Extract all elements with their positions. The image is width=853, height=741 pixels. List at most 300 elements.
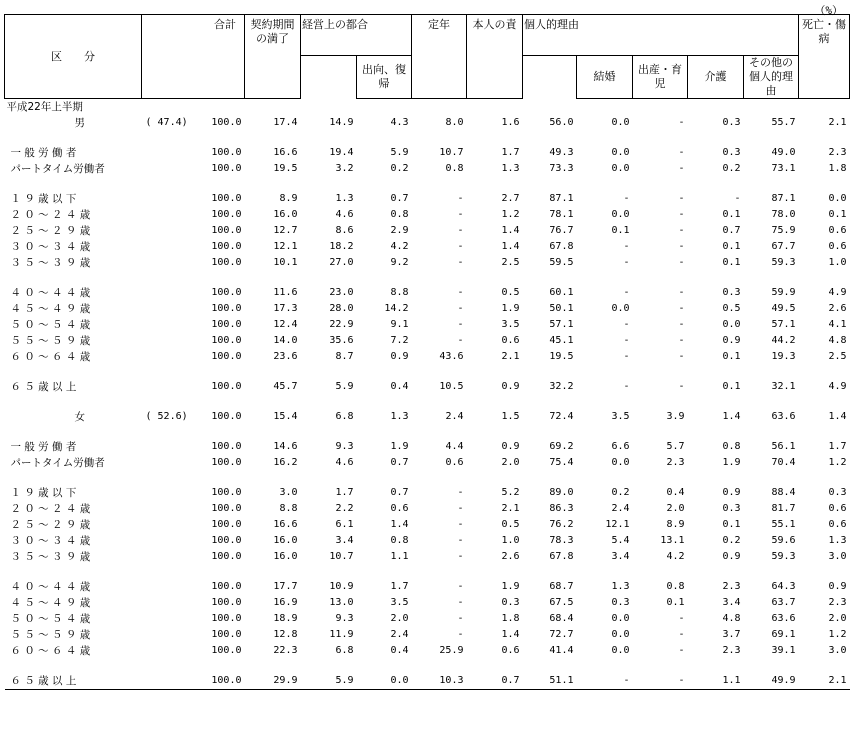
row-label: 女 [74, 411, 85, 423]
row-value: - [678, 381, 685, 392]
row-value: 14.0 [273, 335, 298, 346]
row-value: 68.7 [549, 581, 574, 592]
row-value: 76.7 [549, 225, 574, 236]
row-ratio [142, 455, 202, 471]
row-value: 100.0 [202, 673, 245, 690]
row-value: 0.4 [666, 487, 685, 498]
row-value: 2.3 [828, 597, 847, 608]
row-value: 4.8 [828, 335, 847, 346]
row-value: 76.2 [549, 519, 574, 530]
row-value: 12.7 [273, 225, 298, 236]
row-value: 2.7 [501, 193, 520, 204]
row-value: 100.0 [211, 241, 242, 252]
row-value: 1.7 [501, 147, 520, 158]
row-value: 72.4 [549, 411, 574, 422]
row-value: 1.9 [501, 581, 520, 592]
row-value: 88.4 [771, 487, 796, 498]
row-value: 4.2 [390, 241, 409, 252]
row-value: 0.0 [611, 147, 630, 158]
table-row [5, 627, 850, 643]
row-value: 0.0 [611, 303, 630, 314]
row-value: 0.0 [611, 163, 630, 174]
table-row [5, 517, 850, 533]
row-value: - [623, 193, 630, 204]
row-value: 59.6 [771, 535, 796, 546]
row-value: 17.4 [273, 117, 298, 128]
row-value: 4.6 [335, 209, 354, 220]
row-ratio [142, 611, 202, 627]
row-ratio [142, 517, 202, 533]
row-label: ３ ５ ～ ３ ９ 歳 [10, 257, 91, 269]
row-value: 2.6 [501, 551, 520, 562]
spacer-row [5, 425, 850, 439]
header-retirement: 定年 [412, 15, 467, 99]
row-value: 3.4 [722, 597, 741, 608]
row-value: - [678, 257, 685, 268]
row-value: - [457, 503, 464, 514]
row-value: 0.9 [501, 381, 520, 392]
row-value: 100.0 [211, 551, 242, 562]
row-value: 10.3 [412, 673, 467, 690]
row-value: 0.8 [445, 163, 464, 174]
row-value: 19.5 [549, 351, 574, 362]
row-value: 8.7 [335, 351, 354, 362]
row-value: 16.6 [273, 519, 298, 530]
row-value: 0.4 [390, 381, 409, 392]
row-value: - [457, 257, 464, 268]
row-value: 0.6 [390, 503, 409, 514]
row-value: 1.4 [501, 225, 520, 236]
row-value: 14.2 [384, 303, 409, 314]
row-value: 1.2 [828, 629, 847, 640]
row-value: - [633, 673, 688, 690]
row-value: 0.7 [722, 225, 741, 236]
row-value: - [623, 241, 630, 252]
row-value: 1.9 [390, 441, 409, 452]
row-value: 60.1 [549, 287, 574, 298]
row-value: - [678, 117, 685, 128]
row-value: 0.6 [828, 519, 847, 530]
row-value: 100.0 [211, 225, 242, 236]
row-value: 0.8 [666, 581, 685, 592]
row-value: 100.0 [211, 303, 242, 314]
row-value: 16.0 [273, 535, 298, 546]
row-value: 11.6 [273, 287, 298, 298]
row-value: 78.3 [549, 535, 574, 546]
row-label: ４ ５ ～ ４ ９ 歳 [10, 597, 91, 609]
row-value: 1.5 [501, 411, 520, 422]
row-value: - [734, 193, 741, 204]
row-value: - [623, 381, 630, 392]
row-value: - [577, 673, 633, 690]
row-value: 1.3 [390, 411, 409, 422]
row-value: 35.6 [329, 335, 354, 346]
row-value: 25.9 [439, 645, 464, 656]
row-value: 1.8 [828, 163, 847, 174]
row-ratio [142, 643, 202, 659]
row-value: 49.3 [549, 147, 574, 158]
row-value: 2.0 [828, 613, 847, 624]
row-ratio [142, 501, 202, 517]
row-value: 8.9 [666, 519, 685, 530]
row-ratio [142, 301, 202, 317]
row-value: 0.4 [390, 645, 409, 656]
row-value: 0.1 [722, 519, 741, 530]
row-value: 0.1 [722, 241, 741, 252]
spacer-row [5, 471, 850, 485]
row-value: - [457, 629, 464, 640]
row-value: 11.9 [329, 629, 354, 640]
row-ratio [142, 239, 202, 255]
row-value: - [457, 597, 464, 608]
row-value: 8.8 [390, 287, 409, 298]
row-value: 8.6 [335, 225, 354, 236]
row-value: 18.2 [329, 241, 354, 252]
row-label: ４ ０ ～ ４ ４ 歳 [10, 287, 91, 299]
row-value: 49.0 [771, 147, 796, 158]
row-value: 0.1 [828, 209, 847, 220]
row-ratio [142, 223, 202, 239]
row-value: 100.0 [211, 519, 242, 530]
row-value: 2.5 [828, 351, 847, 362]
row-label: １ ９ 歳 以 下 [10, 193, 77, 205]
row-value: 8.0 [445, 117, 464, 128]
row-value: 5.7 [666, 441, 685, 452]
row-label: ３ ０ ～ ３ ４ 歳 [10, 241, 91, 253]
row-value: 86.3 [549, 503, 574, 514]
row-value: 63.7 [771, 597, 796, 608]
row-value: 3.5 [501, 319, 520, 330]
row-value: 67.8 [549, 241, 574, 252]
row-value: 4.1 [828, 319, 847, 330]
row-value: 41.4 [549, 645, 574, 656]
row-value: 100.0 [211, 257, 242, 268]
row-value: 100.0 [211, 487, 242, 498]
row-value: 0.1 [722, 351, 741, 362]
header-personal: 個人的理由 [523, 15, 799, 56]
row-value: 19.4 [329, 147, 354, 158]
row-value: 0.0 [611, 209, 630, 220]
row-value: 51.1 [523, 673, 577, 690]
row-ratio [142, 439, 202, 455]
period-row [5, 99, 850, 116]
row-value: 56.1 [771, 441, 796, 452]
row-value: 2.5 [501, 257, 520, 268]
table-row [5, 333, 850, 349]
row-value: - [457, 193, 464, 204]
row-value: - [457, 535, 464, 546]
table-row [5, 115, 850, 131]
row-value: 19.3 [771, 351, 796, 362]
row-value: 0.7 [390, 457, 409, 468]
row-value: 12.4 [273, 319, 298, 330]
row-value: 7.2 [390, 335, 409, 346]
row-value: 12.1 [605, 519, 630, 530]
row-label: ６ ５ 歳 以 上 [10, 381, 77, 393]
row-value: 0.3 [828, 487, 847, 498]
row-value: 16.9 [273, 597, 298, 608]
table-row [5, 285, 850, 301]
row-value: 10.7 [439, 147, 464, 158]
row-value: 0.8 [390, 209, 409, 220]
row-label: ３ ５ ～ ３ ９ 歳 [10, 551, 91, 563]
row-value: 2.4 [390, 629, 409, 640]
row-value: 16.0 [273, 551, 298, 562]
row-value: 87.1 [549, 193, 574, 204]
row-value: 100.0 [211, 335, 242, 346]
row-value: - [457, 519, 464, 530]
row-value: 16.0 [273, 209, 298, 220]
row-value: - [457, 241, 464, 252]
row-ratio [142, 549, 202, 565]
row-value: 4.9 [828, 287, 847, 298]
row-value: 56.0 [549, 117, 574, 128]
spacer-row [5, 131, 850, 145]
row-value: 67.5 [549, 597, 574, 608]
row-value: 3.5 [390, 597, 409, 608]
row-label: ５ ５ ～ ５ ９ 歳 [10, 629, 91, 641]
row-value: 100.0 [211, 147, 242, 158]
row-value: 2.0 [390, 613, 409, 624]
table-row [5, 439, 850, 455]
row-value: 0.2 [611, 487, 630, 498]
row-value: 0.1 [666, 597, 685, 608]
row-value: 4.8 [722, 613, 741, 624]
row-value: 18.9 [273, 613, 298, 624]
row-label: ５ ０ ～ ５ ４ 歳 [10, 613, 91, 625]
row-value: - [678, 193, 685, 204]
table-row [5, 145, 850, 161]
row-value: 59.3 [771, 257, 796, 268]
row-value: 0.7 [390, 193, 409, 204]
row-value: 17.7 [273, 581, 298, 592]
row-value: 45.7 [273, 381, 298, 392]
spacer-row [5, 565, 850, 579]
period-label: 平成22年上半期 [6, 101, 83, 113]
row-value: 100.0 [211, 629, 242, 640]
row-value: 59.5 [549, 257, 574, 268]
row-value: 2.0 [501, 457, 520, 468]
row-value: 12.1 [273, 241, 298, 252]
row-label: ６ ０ ～ ６ ４ 歳 [10, 645, 91, 657]
row-value: 3.0 [279, 487, 298, 498]
row-value: 1.7 [828, 441, 847, 452]
row-value: 0.0 [611, 613, 630, 624]
row-value: 10.1 [273, 257, 298, 268]
row-value: 0.6 [828, 225, 847, 236]
row-value: 81.7 [771, 503, 796, 514]
row-value: 27.0 [329, 257, 354, 268]
row-value: - [678, 225, 685, 236]
row-value: 69.1 [771, 629, 796, 640]
row-value: 14.6 [273, 441, 298, 452]
row-value: - [623, 319, 630, 330]
row-value: 28.0 [329, 303, 354, 314]
row-value: 4.2 [666, 551, 685, 562]
row-value: 100.0 [211, 645, 242, 656]
row-value: 4.4 [445, 441, 464, 452]
row-value: 1.7 [335, 487, 354, 498]
row-value: 1.4 [722, 411, 741, 422]
row-value: 1.9 [722, 457, 741, 468]
row-value: 16.6 [273, 147, 298, 158]
row-value: 49.9 [744, 673, 799, 690]
row-value: 23.0 [329, 287, 354, 298]
row-value: 5.4 [611, 535, 630, 546]
row-value: 0.6 [828, 241, 847, 252]
row-value: 0.5 [501, 519, 520, 530]
row-value: 1.7 [390, 581, 409, 592]
row-value: 50.1 [549, 303, 574, 314]
row-label: ５ ５ ～ ５ ９ 歳 [10, 335, 91, 347]
row-label: ２ ０ ～ ２ ４ 歳 [10, 503, 91, 515]
row-value: 12.8 [273, 629, 298, 640]
row-value: 1.2 [501, 209, 520, 220]
row-value: 100.0 [211, 613, 242, 624]
row-value: 67.7 [771, 241, 796, 252]
row-value: 23.6 [273, 351, 298, 362]
row-label: 男 [74, 117, 85, 129]
row-value: - [678, 209, 685, 220]
row-value: 2.9 [390, 225, 409, 236]
row-value: 3.4 [335, 535, 354, 546]
row-value: 89.0 [549, 487, 574, 498]
row-value: 0.9 [501, 441, 520, 452]
row-value: 1.1 [688, 673, 744, 690]
row-label: ２ ０ ～ ２ ４ 歳 [10, 209, 91, 221]
row-value: 13.0 [329, 597, 354, 608]
row-value: 59.9 [771, 287, 796, 298]
row-value: 0.3 [722, 117, 741, 128]
unit-label: （%） [814, 4, 843, 17]
row-value: 9.3 [335, 441, 354, 452]
row-value: 17.3 [273, 303, 298, 314]
row-value: 2.3 [828, 147, 847, 158]
row-label: 一 般 労 働 者 [10, 147, 77, 159]
table-row [5, 533, 850, 549]
row-ratio [142, 255, 202, 271]
row-value: - [678, 351, 685, 362]
row-value: 78.0 [771, 209, 796, 220]
row-value: - [678, 613, 685, 624]
row-value: 1.4 [501, 241, 520, 252]
row-value: 6.1 [335, 519, 354, 530]
row-label: ２ ５ ～ ２ ９ 歳 [10, 225, 91, 237]
row-value: - [678, 335, 685, 346]
row-value: 5.9 [301, 673, 357, 690]
table-row [5, 239, 850, 255]
row-value: - [678, 163, 685, 174]
spacer-row [5, 395, 850, 409]
header-death: 死亡・傷病 [799, 15, 850, 99]
row-value: 1.9 [501, 303, 520, 314]
row-value: - [623, 335, 630, 346]
row-value: 72.7 [549, 629, 574, 640]
row-value: - [457, 335, 464, 346]
row-value: 3.7 [722, 629, 741, 640]
row-label: １ ９ 歳 以 下 [10, 487, 77, 499]
row-label: 一 般 労 働 者 [10, 441, 77, 453]
row-value: - [457, 287, 464, 298]
row-value: 67.8 [549, 551, 574, 562]
row-value: 100.0 [211, 163, 242, 174]
header-category: 区 分 [5, 15, 142, 99]
row-value: 100.0 [211, 193, 242, 204]
row-value: 0.3 [722, 503, 741, 514]
row-value: 10.5 [439, 381, 464, 392]
row-value: 0.7 [467, 673, 523, 690]
row-label: ２ ５ ～ ２ ９ 歳 [10, 519, 91, 531]
table-row [5, 611, 850, 627]
row-value: 22.3 [273, 645, 298, 656]
row-value: 32.2 [549, 381, 574, 392]
row-value: 1.4 [501, 629, 520, 640]
row-value: 55.1 [771, 519, 796, 530]
row-value: 5.2 [501, 487, 520, 498]
row-value: 100.0 [211, 319, 242, 330]
row-value: 32.1 [771, 381, 796, 392]
row-value: 73.1 [771, 163, 796, 174]
row-ratio [142, 285, 202, 301]
row-ratio [142, 485, 202, 501]
row-value: 45.1 [549, 335, 574, 346]
row-value: 55.7 [771, 117, 796, 128]
row-label: ４ ０ ～ ４ ４ 歳 [10, 581, 91, 593]
row-value: 1.3 [828, 535, 847, 546]
row-value: 68.4 [549, 613, 574, 624]
row-value: - [678, 645, 685, 656]
row-ratio [142, 333, 202, 349]
row-value: 100.0 [211, 287, 242, 298]
row-value: - [678, 147, 685, 158]
row-value: - [623, 287, 630, 298]
row-value: - [678, 303, 685, 314]
row-value: 0.0 [357, 673, 412, 690]
row-value: - [678, 319, 685, 330]
row-value: - [457, 613, 464, 624]
header-marriage: 結婚 [577, 56, 633, 99]
row-value: 0.5 [722, 303, 741, 314]
row-value: 100.0 [211, 381, 242, 392]
row-ratio [142, 349, 202, 365]
row-value: 64.3 [771, 581, 796, 592]
row-label: ６ ０ ～ ６ ４ 歳 [10, 351, 91, 363]
row-value: 0.1 [722, 209, 741, 220]
row-ratio [142, 317, 202, 333]
row-ratio [142, 579, 202, 595]
row-value: 9.1 [390, 319, 409, 330]
row-value: 0.2 [722, 163, 741, 174]
row-ratio [142, 627, 202, 643]
separation-reasons-table [4, 14, 850, 690]
table-body [5, 99, 850, 690]
row-value: 4.3 [390, 117, 409, 128]
row-ratio [142, 145, 202, 161]
row-value: 0.3 [611, 597, 630, 608]
row-label: ５ ０ ～ ５ ４ 歳 [10, 319, 91, 331]
row-value: 70.4 [771, 457, 796, 468]
row-value: 1.4 [390, 519, 409, 530]
row-value: 3.2 [335, 163, 354, 174]
row-value: 4.9 [828, 381, 847, 392]
row-value: 9.2 [390, 257, 409, 268]
spacer-row [5, 365, 850, 379]
row-value: 57.1 [549, 319, 574, 330]
row-value: - [457, 209, 464, 220]
row-value: 22.9 [329, 319, 354, 330]
row-value: 3.0 [828, 551, 847, 562]
row-value: 10.9 [329, 581, 354, 592]
